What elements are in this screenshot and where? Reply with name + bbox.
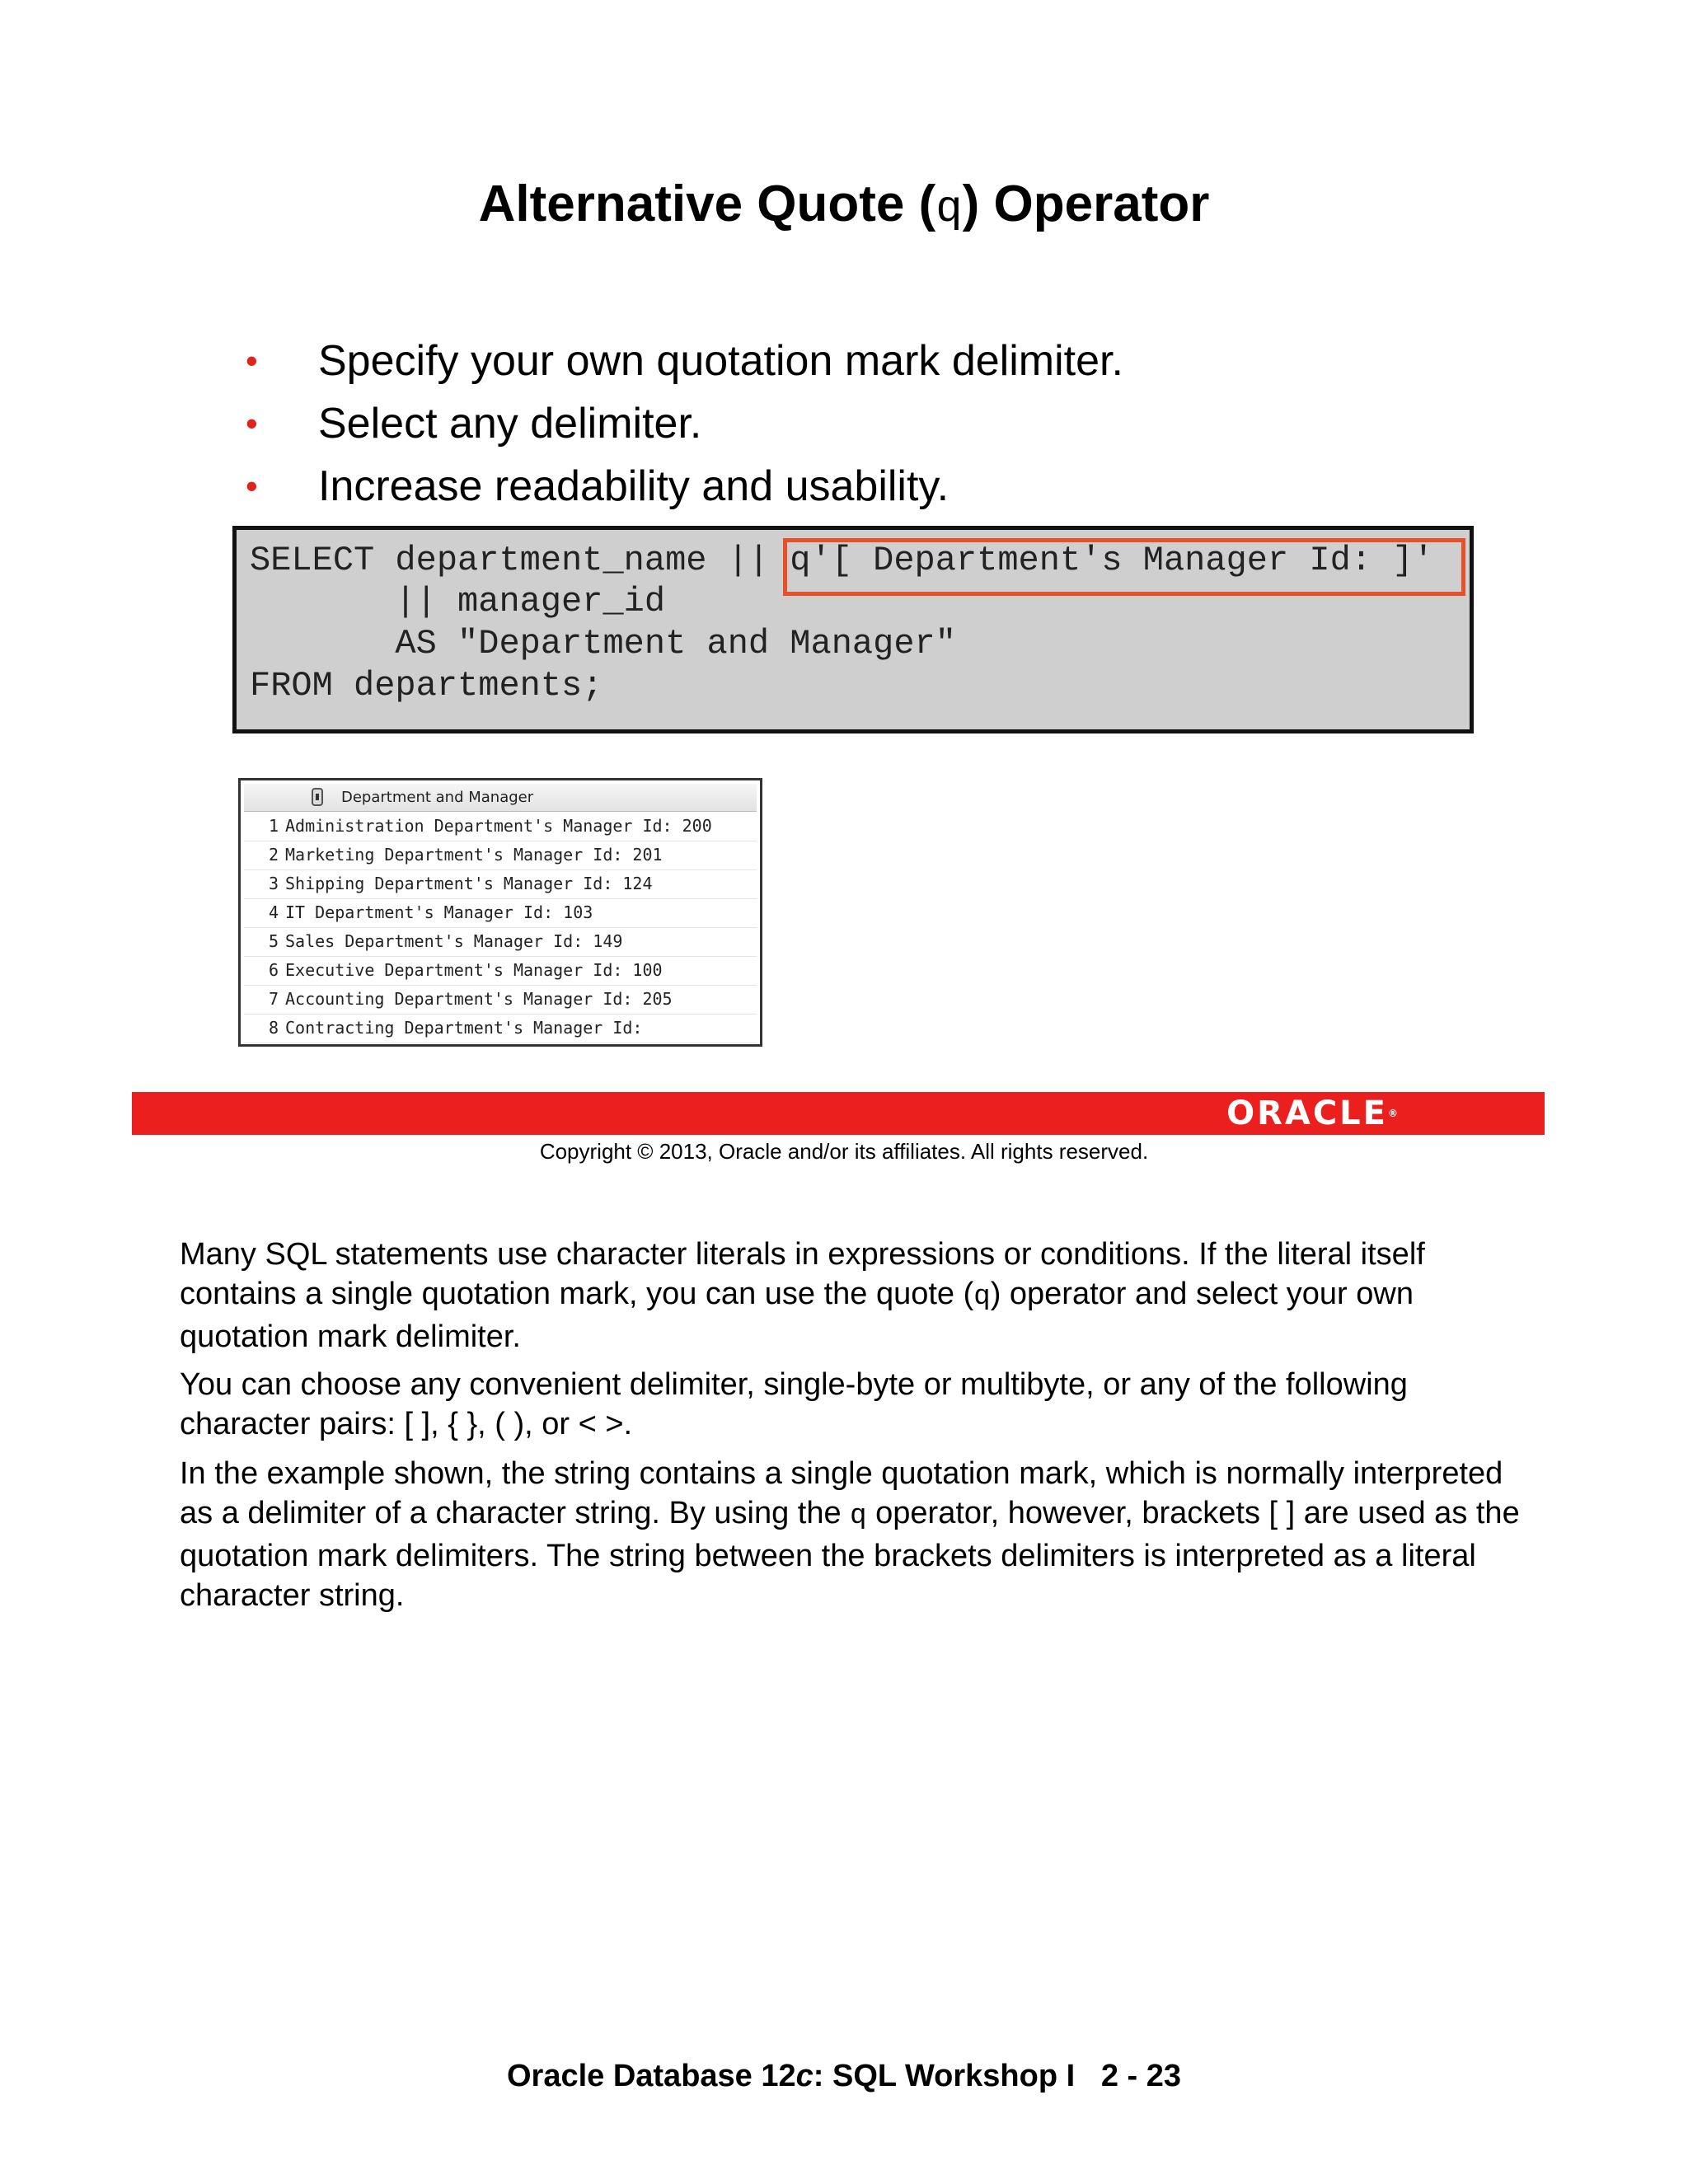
row-number: 6	[268, 960, 279, 980]
paragraph-text: In the example shown, the string contains a single quotation mark, which is normally interpreted as a delimiter of a character string. By using the	[180, 1456, 1503, 1530]
row-value: Shipping Department's Manager Id: 124	[285, 874, 653, 893]
row-number: 3	[268, 874, 279, 893]
column-type-icon	[312, 788, 323, 806]
row-number: 5	[268, 931, 279, 951]
row-number: 8	[268, 1018, 279, 1038]
inline-code: q	[850, 1501, 867, 1532]
row-value: Accounting Department's Manager Id: 205	[285, 989, 673, 1009]
bullet-icon: •	[246, 466, 258, 505]
row-value: Executive Department's Manager Id: 100	[285, 960, 663, 980]
oracle-logo	[1226, 1095, 1398, 1132]
paragraph-text: ) operator and select your own quotation mark delimiter.	[180, 1277, 1414, 1354]
bullet-text: Increase readability and usability.	[318, 462, 950, 510]
sql-code-box	[232, 526, 1474, 733]
inline-code: q	[973, 1282, 991, 1313]
registered-mark: ®	[1388, 1108, 1398, 1119]
row-number: 2	[268, 845, 279, 865]
paragraph-text: Many SQL statements use character literals in expressions or conditions. If the literal itself contains a single quotation mark, you can use the quote (	[180, 1237, 1425, 1311]
notes-paragraph	[180, 1235, 1523, 1357]
notes-paragraph	[180, 1454, 1523, 1615]
row-value: Administration Department's Manager Id: 200	[285, 816, 712, 836]
notes-paragraph: You can choose any convenient delimiter, single-byte or multibyte, or any of the following character pairs: [ ], { }, ( ), or < >.	[180, 1367, 1408, 1441]
slide-title	[0, 173, 1688, 241]
footer-italic: c	[795, 2059, 814, 2093]
row-value: Marketing Department's Manager Id: 201	[285, 845, 663, 865]
logo-text: ORACLE	[1226, 1094, 1388, 1132]
code-line: SELECT department_name || q'[ Department's Manager Id: ]'	[250, 541, 1434, 580]
footer-text: : SQL Workshop I 2 - 23	[813, 2059, 1182, 2093]
table-row[interactable]	[244, 869, 757, 899]
row-value: Sales Department's Manager Id: 149	[285, 931, 623, 951]
table-row[interactable]	[244, 956, 757, 986]
bullet-icon: •	[246, 341, 258, 380]
title-text-after: ) Operator	[962, 176, 1210, 232]
bullet-icon: •	[246, 404, 258, 443]
page-footer	[0, 2056, 1688, 2096]
table-row[interactable]	[244, 898, 757, 928]
title-text-before: Alternative Quote (	[478, 176, 936, 232]
table-row[interactable]	[244, 927, 757, 957]
table-row[interactable]	[244, 985, 757, 1015]
bullet-text: Select any delimiter.	[318, 400, 702, 448]
query-result-grid	[238, 778, 762, 1047]
brand-bar	[132, 1092, 1545, 1135]
table-row[interactable]	[244, 841, 757, 870]
row-number: 1	[268, 816, 279, 836]
row-value: Contracting Department's Manager Id:	[285, 1018, 643, 1038]
table-row[interactable]	[244, 812, 757, 841]
copyright-text: Copyright © 2013, Oracle and/or its affiliates. All rights reserved.	[539, 1139, 1149, 1164]
footer-text: Oracle Database 12	[506, 2059, 796, 2093]
bullet-text: Specify your own quotation mark delimiter.	[318, 337, 1123, 385]
code-line: AS "Department and Manager"	[250, 624, 956, 663]
column-header-label: Department and Manager	[341, 789, 534, 806]
title-code: q	[935, 185, 963, 235]
table-row[interactable]	[244, 1014, 757, 1043]
row-value: IT Department's Manager Id: 103	[285, 902, 593, 922]
result-column-header[interactable]	[244, 784, 757, 812]
paragraph-text: operator, however, brackets [ ] are used as the quotation mark delimiters. The string between the brackets delimiters is interpreted as a literal character string.	[180, 1496, 1520, 1613]
row-number: 7	[268, 989, 279, 1009]
code-line: FROM departments;	[250, 666, 603, 705]
code-line: || manager_id	[250, 582, 666, 621]
row-number: 4	[268, 902, 279, 922]
